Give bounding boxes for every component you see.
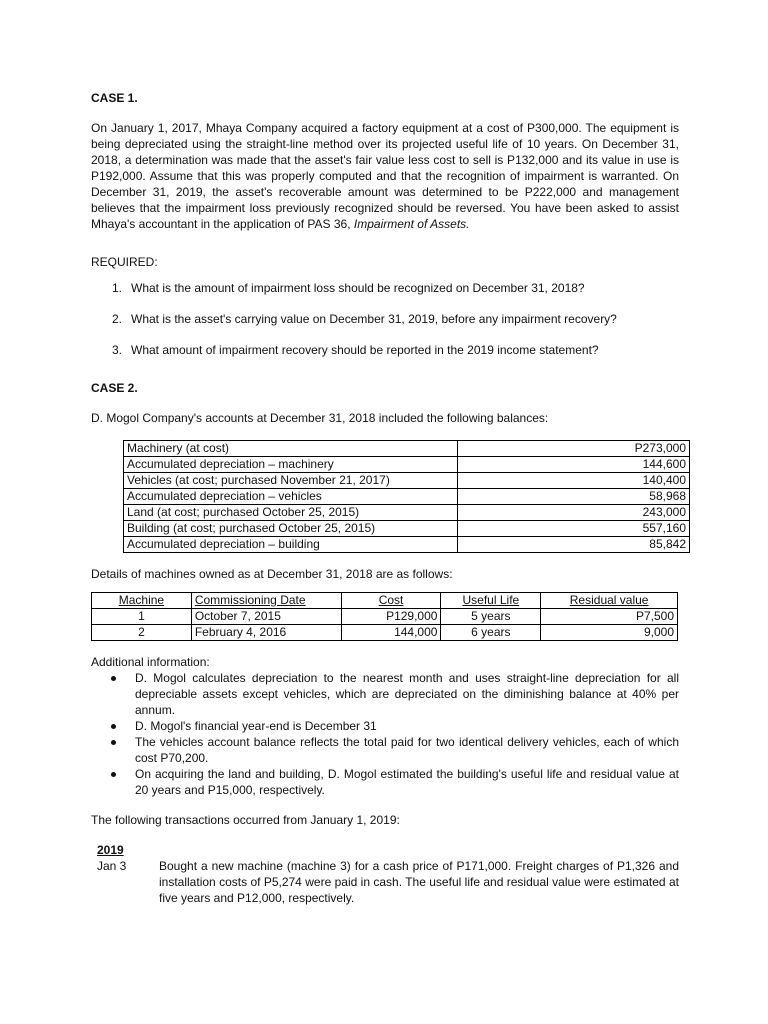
- transaction-row: [91, 858, 679, 906]
- list-item-text: D. Mogol's financial year-end is December 31: [135, 719, 377, 733]
- transactions-intro: The following transactions occurred from January 1, 2019:: [91, 813, 400, 827]
- question-number: 1.: [112, 281, 123, 295]
- additional-label: Additional information:: [91, 655, 210, 669]
- list-item-text: D. Mogol calculates depreciation to the nearest month and uses straight-line depreciation for all depreciable assets except vehicles, which are depreciated on the diminishing balance at 40% per annum.: [135, 671, 679, 717]
- column-header: Residual value: [541, 593, 678, 609]
- list-item-text: On acquiring the land and building, D. Mogol estimated the building's useful life and residual value at 20 years and P15,000, respectively.: [135, 767, 679, 797]
- balance-label: Accumulated depreciation – machinery: [124, 457, 458, 473]
- machine-life: 6 years: [441, 625, 541, 641]
- balance-label: Vehicles (at cost; purchased November 21, 2017): [124, 473, 458, 489]
- bullet-icon: [111, 740, 116, 745]
- case1-paragraph-italic: Impairment of Assets.: [353, 217, 470, 231]
- table-row: [124, 521, 690, 537]
- table-row: [124, 537, 690, 553]
- list-item-text: The vehicles account balance reflects the total paid for two identical delivery vehicles, each of which cost P70,200.: [135, 735, 679, 765]
- question-item: [91, 311, 679, 327]
- case1-title: CASE 1.: [91, 91, 138, 105]
- machine-number: 1: [92, 609, 192, 625]
- list-item: [91, 670, 679, 718]
- case2-intro: D. Mogol Company's accounts at December 31, 2018 included the following balances:: [91, 411, 549, 425]
- balance-amount: 144,600: [458, 457, 690, 473]
- balance-amount: 140,400: [458, 473, 690, 489]
- balance-amount: 557,160: [458, 521, 690, 537]
- required-questions: [91, 280, 679, 358]
- machine-cost: P129,000: [341, 609, 441, 625]
- balance-label: Machinery (at cost): [124, 441, 458, 457]
- machine-life: 5 years: [441, 609, 541, 625]
- machine-residual: 9,000: [541, 625, 678, 641]
- question-item: [91, 280, 679, 296]
- question-text: What is the asset's carrying value on December 31, 2019, before any impairment recovery?: [131, 312, 617, 326]
- list-item: [91, 718, 679, 734]
- question-number: 3.: [112, 343, 123, 357]
- case2-title: CASE 2.: [91, 381, 138, 395]
- table-row: [124, 457, 690, 473]
- transactions: [91, 842, 679, 906]
- transaction-text: Bought a new machine (machine 3) for a cash price of P171,000. Freight charges of P1,326 and installation costs of P5,274 were paid in cash. The useful life and residual value were estimated at five years and P12,000, respectively.: [159, 859, 679, 905]
- case1-paragraph-text: On January 1, 2017, Mhaya Company acquired a factory equipment at a cost of P300,000. The equipment is being depreciated using the straight-line method over its projected useful life of 10 years. On December 31, 2018, a determination was made that the asset's fair value less cost to sell is P132,000 and its value in use is P192,000. Assume that this was properly computed and that the recognition of impairment is warranted. On December 31, 2019, the asset's recoverable amount was determined to be P222,000 and management believes that the impairment loss previously recognized should be reversed. You have been asked to assist Mhaya's accountant in the application of PAS 36,: [91, 121, 679, 231]
- transaction-date: Jan 3: [97, 859, 127, 873]
- balance-label: Accumulated depreciation – building: [124, 537, 458, 553]
- balance-amount: 243,000: [458, 505, 690, 521]
- question-text: What is the amount of impairment loss should be recognized on December 31, 2018?: [131, 281, 585, 295]
- machines-intro: Details of machines owned as at December 31, 2018 are as follows:: [91, 567, 453, 581]
- machine-number: 2: [92, 625, 192, 641]
- balances-table: [123, 440, 690, 553]
- table-row: [92, 625, 678, 641]
- column-header: Cost: [341, 593, 441, 609]
- machine-residual: P7,500: [541, 609, 678, 625]
- balance-amount: 85,842: [458, 537, 690, 553]
- balance-label: Building (at cost; purchased October 25, 2015): [124, 521, 458, 537]
- transaction-year: 2019: [97, 843, 124, 857]
- table-row: [124, 489, 690, 505]
- column-header: Useful Life: [441, 593, 541, 609]
- balance-amount: P273,000: [458, 441, 690, 457]
- required-label: REQUIRED:: [91, 255, 158, 269]
- column-header: Commissioning Date: [191, 593, 341, 609]
- table-row: [124, 473, 690, 489]
- list-item: [91, 766, 679, 798]
- column-header: Machine: [92, 593, 192, 609]
- bullet-icon: [111, 724, 116, 729]
- question-number: 2.: [112, 312, 123, 326]
- machine-date: February 4, 2016: [191, 625, 341, 641]
- table-row: [124, 505, 690, 521]
- table-header-row: [92, 593, 678, 609]
- question-text: What amount of impairment recovery should be reported in the 2019 income statement?: [131, 343, 599, 357]
- machine-cost: 144,000: [341, 625, 441, 641]
- bullet-icon: [111, 772, 116, 777]
- additional-list: [91, 670, 679, 798]
- balance-amount: 58,968: [458, 489, 690, 505]
- document-page: [91, 90, 686, 906]
- list-item: [91, 734, 679, 766]
- table-row: [92, 609, 678, 625]
- machine-date: October 7, 2015: [191, 609, 341, 625]
- case1-paragraph: [91, 120, 679, 232]
- question-item: [91, 342, 679, 358]
- bullet-icon: [111, 676, 116, 681]
- machines-table: [91, 592, 678, 641]
- balance-label: Land (at cost; purchased October 25, 2015): [124, 505, 458, 521]
- table-row: [124, 441, 690, 457]
- balance-label: Accumulated depreciation – vehicles: [124, 489, 458, 505]
